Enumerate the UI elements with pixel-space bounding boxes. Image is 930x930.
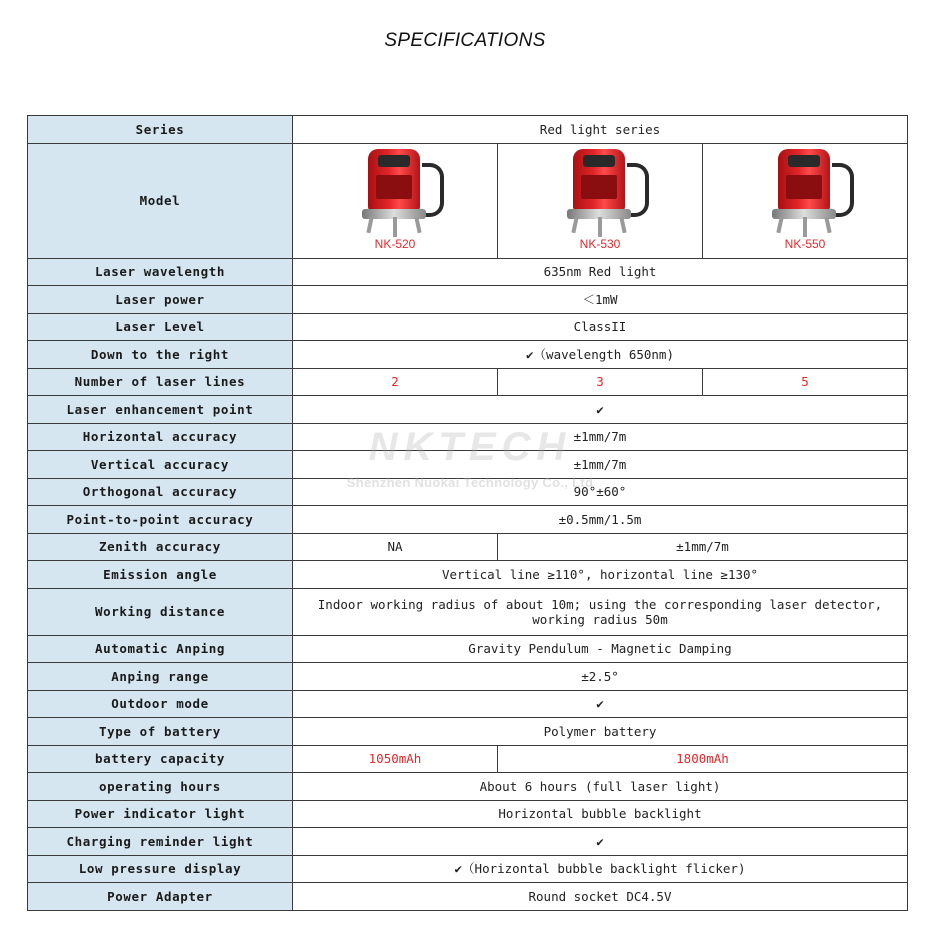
row-label: Zenith accuracy [28,533,293,561]
row-value: About 6 hours (full laser light) [293,773,908,801]
row-value-line: Indoor working radius of about 10m; using the corresponding laser detector, [317,596,883,612]
row-value: ✔（Horizontal bubble backlight flicker) [293,855,908,883]
table-row [28,718,908,746]
table-row [28,286,908,314]
table-row [28,533,908,561]
row-label: Number of laser lines [28,368,293,396]
row-label: Working distance [28,588,293,635]
row-value [293,588,908,635]
row-value: Round socket DC4.5V [293,883,908,911]
table-row [28,478,908,506]
row-label: Power indicator light [28,800,293,828]
row-value: ±1mm/7m [293,423,908,451]
row-value: ±0.5mm/1.5m [293,506,908,534]
row-label: battery capacity [28,745,293,773]
row-label: Laser Level [28,313,293,341]
table-row [28,143,908,258]
laser-level-image [563,149,637,239]
row-label: Laser power [28,286,293,314]
row-value: NA [293,533,498,561]
row-value: Polymer battery [293,718,908,746]
row-value: 1050mAh [293,745,498,773]
table-row [28,423,908,451]
row-label: Low pressure display [28,855,293,883]
row-value: ＜1mW [293,286,908,314]
row-value: ±2.5° [293,663,908,691]
row-label: Emission angle [28,561,293,589]
row-label: Power Adapter [28,883,293,911]
row-value: ✔（wavelength 650nm) [293,341,908,369]
row-value: 3 [498,368,703,396]
model-cell [293,143,498,258]
row-value: ✔ [293,690,908,718]
model-cell [703,143,908,258]
model-name: NK-520 [374,237,416,251]
table-row [28,828,908,856]
row-value: 635nm Red light [293,258,908,286]
row-label: Horizontal accuracy [28,423,293,451]
laser-level-image [358,149,432,239]
row-label: Type of battery [28,718,293,746]
table-row [28,855,908,883]
table-row [28,341,908,369]
row-label: Laser wavelength [28,258,293,286]
row-label: Automatic Anping [28,635,293,663]
row-label: Anping range [28,663,293,691]
watermark-subtitle: Shenzhen Nuokai Technology Co., Ltd [346,475,594,490]
row-value: ±1mm/7m [293,451,908,479]
row-value: ✔ [293,828,908,856]
table-row [28,116,908,144]
model-cell [498,143,703,258]
row-label: Down to the right [28,341,293,369]
row-value: ClassII [293,313,908,341]
row-value: 1800mAh [498,745,908,773]
table-row [28,258,908,286]
page-title: SPECIFICATIONS [384,30,546,51]
table-row [28,800,908,828]
row-value: Vertical line ≥110°, horizontal line ≥130° [293,561,908,589]
row-label: Orthogonal accuracy [28,478,293,506]
row-value: ±1mm/7m [498,533,908,561]
row-value: 90°±60° [293,478,908,506]
row-value-line: working radius 50m [532,611,668,627]
row-label: Point-to-point accuracy [28,506,293,534]
table-row [28,690,908,718]
row-label: Series [28,116,293,144]
table-row [28,506,908,534]
row-label: Vertical accuracy [28,451,293,479]
watermark-logo: NKTECH [368,425,572,469]
model-name: NK-550 [784,237,826,251]
table-row [28,561,908,589]
table-row [28,663,908,691]
table-row [28,745,908,773]
table-row [28,396,908,424]
row-value: 5 [703,368,908,396]
table-row [28,635,908,663]
row-value: ✔ [293,396,908,424]
laser-level-image [768,149,842,239]
row-value: Red light series [293,116,908,144]
table-row [28,883,908,911]
table-row [28,451,908,479]
table-row [28,588,908,635]
specifications-table [27,115,908,911]
row-label: operating hours [28,773,293,801]
row-label: Model [28,143,293,258]
table-row [28,313,908,341]
row-value: 2 [293,368,498,396]
model-name: NK-530 [579,237,621,251]
row-value: Gravity Pendulum - Magnetic Damping [293,635,908,663]
row-label: Laser enhancement point [28,396,293,424]
row-label: Charging reminder light [28,828,293,856]
row-value: Horizontal bubble backlight [293,800,908,828]
table-row [28,368,908,396]
row-label: Outdoor mode [28,690,293,718]
table-row [28,773,908,801]
